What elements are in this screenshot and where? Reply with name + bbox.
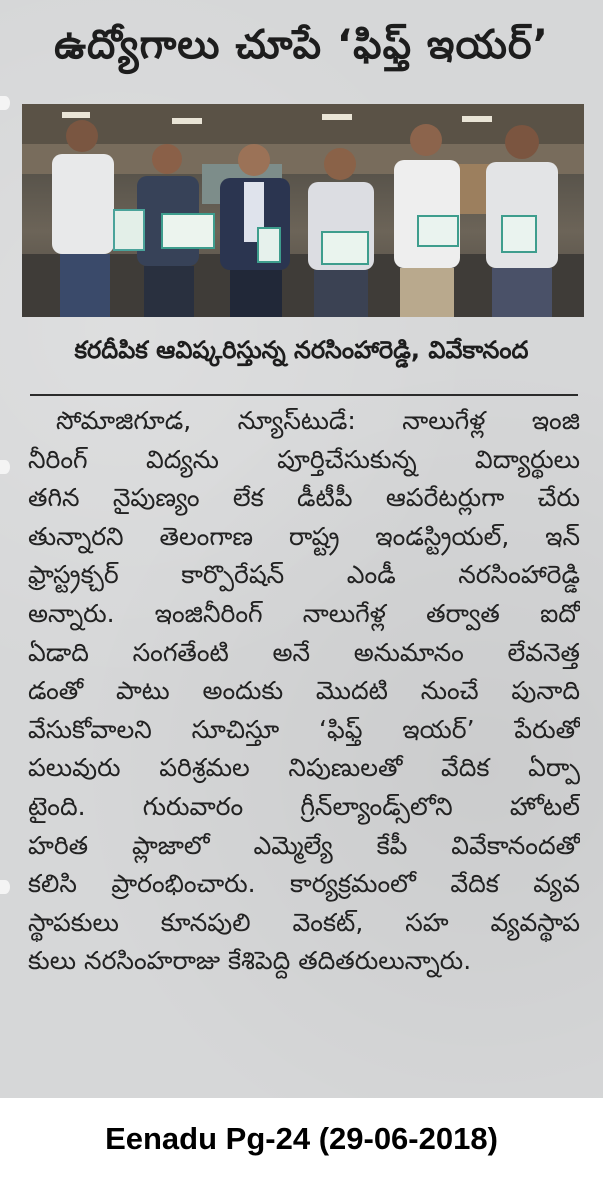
article-body [28,402,580,981]
article-line: ఫ్రాస్ట్రక్చర్ కార్పొరేషన్ ఎండీ నరసింహారెడ్డి [28,560,580,590]
source-footer: Eenadu Pg-24 (29-06-2018) [105,1121,498,1156]
article-line: సోమాజిగూడ, న్యూస్‌టుడే: నాలుగేళ్ల ఇంజి [56,406,580,435]
photo-caption: కరదీపిక ఆవిష్కరిస్తున్న నరసింహారెడ్డి, వివేకానంద [74,336,529,364]
article-line: డంతో పాటు అందుకు మొదటి నుంచే పునాది [28,676,580,706]
paper-tear-mark [0,460,10,474]
article-line: తున్నారని తెలంగాణ రాష్ట్ర ఇండస్ట్రియల్, ఇన్ [28,521,580,551]
paper-tear-mark [0,96,10,110]
article-line: హరిత ప్లాజాలో ఎమ్మెల్యే కేపీ వివేకానందతో [28,830,580,860]
news-photo [22,104,584,317]
article-line: స్థాపకులు కూనపులి వెంకట్, సహ వ్యవస్థాప [28,907,580,937]
article-line: ఏడాది సంగతేంటి అనే అనుమానం లేవనెత్త [28,637,580,667]
article-line: కులు నరసింహరాజు కేశిపెద్ది తదితరులున్నారు. [28,946,472,976]
article-line: టైంది. గురువారం గ్రీన్‌ల్యాండ్స్‌లోని హోటల్ [28,791,580,821]
paper-tear-mark [0,880,10,894]
article-line: నీరింగ్ విద్యను పూర్తిచేసుకున్న విద్యార్థులు [28,444,580,474]
article-line: కలిసి ప్రారంభించారు. కార్యక్రమంలో వేదిక వ్యవ [28,869,580,899]
article-line: తగిన నైపుణ్యం లేక డీటీపీ ఆపరేటర్లుగా చేరు [28,483,580,513]
group-photo-icon [22,104,584,317]
article-line: అన్నారు. ఇంజినీరింగ్ నాలుగేళ్ల తర్వాత ఐదో [28,598,580,628]
article-line: పలువురు పరిశ్రమల నిపుణులతో వేదిక ఏర్పా [28,753,580,783]
article-line: వేసుకోవాలని సూచిస్తూ ‘ఫిఫ్త్ ఇయర్’ పేరుతో [28,714,580,744]
headline: ఉద్యోగాలు చూపే ‘ఫిఫ్త్ ఇయర్’ [54,22,549,68]
divider [30,394,578,396]
